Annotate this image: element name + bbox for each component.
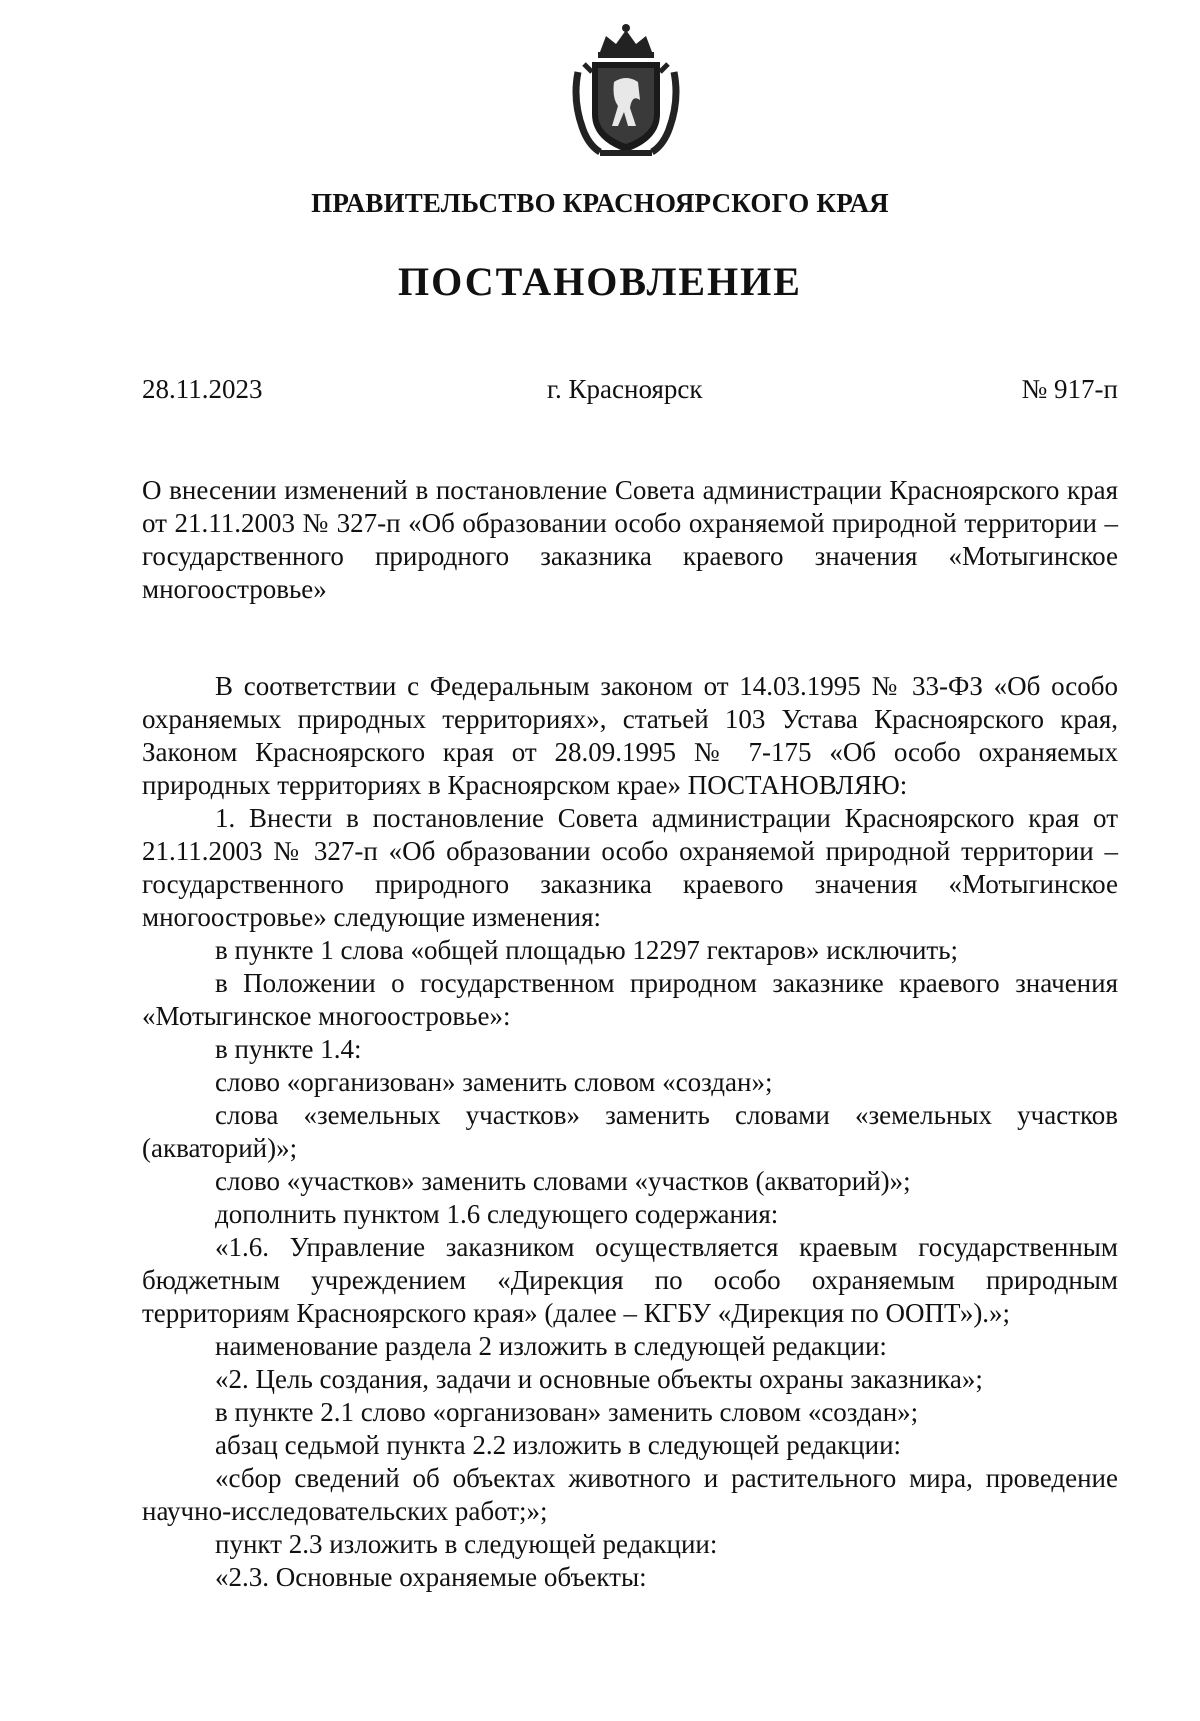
body-paragraph: «2. Цель создания, задачи и основные объекты охраны заказника»; <box>215 1364 983 1394</box>
document-number: № 917-п <box>1021 374 1118 404</box>
body-paragraph: абзац седьмой пункта 2.2 изложить в следующей редакции: <box>215 1430 902 1460</box>
document-body <box>142 670 1118 1594</box>
document-date: 28.11.2023 <box>142 374 263 404</box>
document-meta-row <box>142 374 1118 410</box>
body-paragraph: слово «участков» заменить словами «участков (акваторий)»; <box>215 1166 911 1196</box>
government-name: ПРАВИТЕЛЬСТВО КРАСНОЯРСКОГО КРАЯ <box>311 188 889 218</box>
body-paragraph: наименование раздела 2 изложить в следующей редакции: <box>215 1331 887 1361</box>
body-paragraph: «1.6. Управление заказником осуществляется краевым государственным бюджетным учреждением «Дирекция по особо охраняемым природным территориям Красноярского края» (далее – КГБУ «Дирекция по ООПТ»).»; <box>142 1232 1118 1328</box>
document-subject: О внесении изменений в постановление Совета администрации Красноярского края от 21.11.2003 № 327-п «Об образовании особо охраняемой природной территории – государственного природного заказника краевого значения «Мотыгинское многоостровье» <box>142 475 1118 604</box>
body-paragraph: «2.3. Основные охраняемые объекты: <box>215 1562 647 1592</box>
body-paragraph: в пункте 1.4: <box>215 1034 362 1064</box>
body-paragraph: в Положении о государственном природном заказнике краевого значения «Мотыгинское многоостровье»: <box>142 968 1118 1031</box>
body-paragraph: слово «организован» заменить словом «создан»; <box>215 1067 773 1097</box>
body-paragraph: дополнить пунктом 1.6 следующего содержания: <box>215 1199 779 1229</box>
body-paragraph: слова «земельных участков» заменить словами «земельных участков (акваторий)»; <box>142 1100 1118 1163</box>
krasnoyarsk-coat-of-arms-icon <box>570 22 682 158</box>
document-type-title: ПОСТАНОВЛЕНИЕ <box>398 259 802 304</box>
body-paragraph: В соответствии с Федеральным законом от 14.03.1995 № 33-ФЗ «Об особо охраняемых природных территориях», статьей 103 Устава Красноярского края, Законом Красноярского края от 28.09.1995 № 7-175 «Об особо охраняемых природных территориях в Красноярском крае» ПОСТАНОВЛЯЮ: <box>142 671 1118 800</box>
body-paragraph: «сбор сведений об объектах животного и растительного мира, проведение научно-исследовательских работ;»; <box>142 1463 1118 1526</box>
body-paragraph: в пункте 1 слова «общей площадью 12297 гектаров» исключить; <box>215 935 959 965</box>
body-paragraph: в пункте 2.1 слово «организован» заменить словом «создан»; <box>215 1397 919 1427</box>
body-paragraph: пункт 2.3 изложить в следующей редакции: <box>215 1529 718 1559</box>
document-city: г. Красноярск <box>547 374 703 404</box>
body-paragraph: 1. Внести в постановление Совета администрации Красноярского края от 21.11.2003 № 327-п «Об образовании особо охраняемой природной территории – государственного природного заказника краевого значения «Мотыгинское многоостровье» следующие изменения: <box>142 803 1118 932</box>
